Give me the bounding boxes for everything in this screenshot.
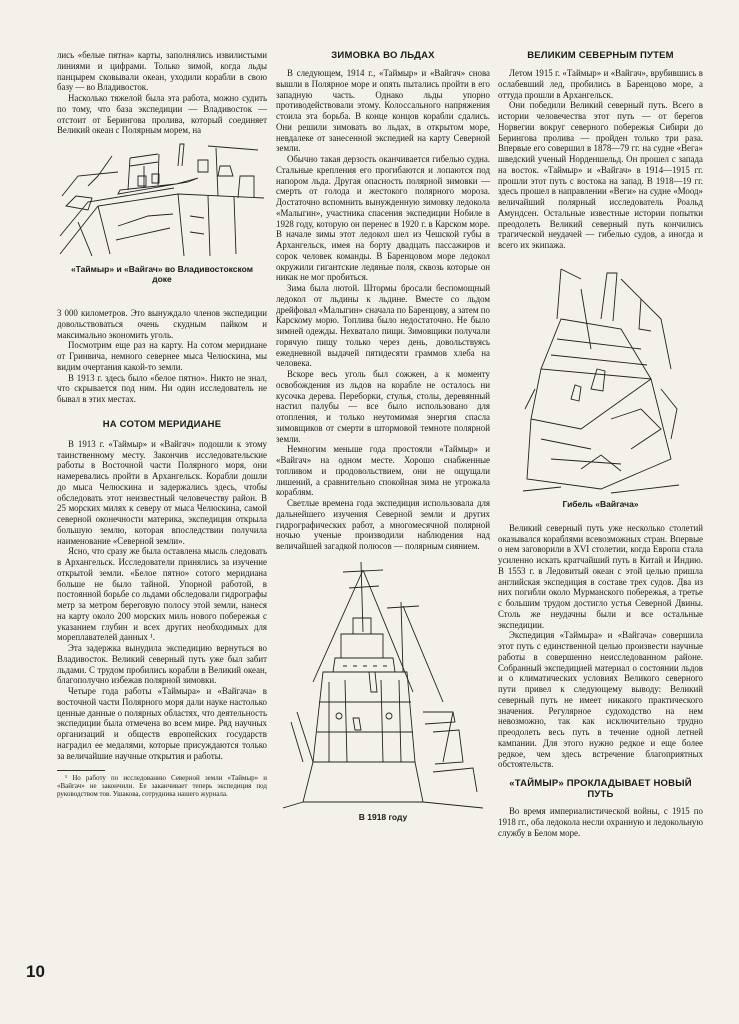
paragraph: Немногим меньше года простояли «Таймыр» и «Вайгач» на одном месте. Хорошо снабженные топливом и продовольствием, они не ощущали лишений, а сравнительно спокойная зима не угрожала кораблям. (276, 444, 490, 498)
paragraph: Насколько тяжелой была эта работа, можно судить по тому, что база экспедиции — Владивосток — отстоит от Берингова пролива, который соединяет Великий океан с Полярным морем, на (57, 93, 267, 136)
paragraph: Экспедиция «Таймыра» и «Вайгача» совершила этот путь с единственной целью произвести научные работы в совершенно неисследованном районе. Собранный экспедицией материал о состоянии льдов и о климатических условиях Великого северного пути привел к следующему выводу: Великий северный путь не имеет никакого практического значения. Регулярное судоходство на нем невозможно, так как исключительно трудно преодолеть весь путь в течение одной летней кампании. Для этого нужно редкое и еще более редкое, чем здесь встречение благоприятных обстоятельств. (498, 630, 703, 770)
figure-caption: В 1918 году (358, 811, 408, 822)
vaygach-wreck-illustration (521, 259, 681, 497)
paragraph: Они победили Великий северный путь. Всего в истории человечества этот путь — от берегов Норвегии вокруг северного побережья Сибири до Берингова пролива — пройден только три раза. Впервые его совершил в 1878—79 гг. на судне «Вега» шведский ученый Норденшельд. Он прошел с запада на восток. «Таймыр» и «Вайгач» в 1914—1915 гг. прошли этот путь с востока на запад. В 1918—19 гг. здесь прошел в направлении «Веги» на судне «Моод» величайший полярный исследователь Роальд Амундсен. Остальные известные истории попытки преодолеть Великий северный путь кончились трагической неудачей — гибелью судов, а иногда и всего их экипажа. (498, 100, 703, 250)
column-2 (276, 50, 490, 822)
footnote: ¹ Но работу по исследованию Северной земли «Таймыр» и «Вайгач» не закончили. Ее заканчивает теперь экспедиция под руководством тов. Ушакова, сотрудника нашего журнала. (57, 774, 267, 799)
paragraph: Великий северный путь уже несколько столетий оказывался кораблями всевозможных стран. Впервые о нем заговорили в XVI столетии, когда Европа стала усиленно искать кратчайший путь в Китай и Индию. В 1553 г. в Ледовитый океан с этой целью пришла английская экспедиция в составе трех судов. Два из них погибли около Мурманского побережья, а третье с большим трудом достигло устья Северной Двины. Столь же неудачны были и все остальные экспедиции. (498, 522, 703, 630)
ship-1918-illustration (283, 562, 483, 810)
paragraph: В 1913 г. «Таймыр» и «Вайгач» подошли к этому таинственному месту. Закончив исследовательские работы в Восточной части Полярного моря, они намеревались пройти в Архангельск. Корабли дошли до мыса Челюскина и задержались здесь, чтобы обследовать этот неизвестный человечеству район. В 25 морских милях к северу от мыса Челюскина, самой северной оконечности материка, экспедиция открыла большую землю, которая впоследствии получила наименование «Северной земли». (57, 438, 267, 546)
figure-caption: Гибель «Вайгача» (562, 498, 639, 509)
figure-caption: «Таймыр» и «Вайгач» во Владивостокском доке (70, 264, 254, 284)
paragraph: лись «белые пятна» карты, заполнялись извилистыми линиями и цифрами. Только зимой, когда льды панцырем сковывали океан, уходили корабли в свою базу — во Владивосток. (57, 50, 267, 93)
paragraph: Летом 1915 г. «Таймыр» и «Вайгач», врубившись в ослабевший лед, пробились в Баренцово море, а оттуда прошли в Архангельск. (498, 68, 703, 100)
paragraph: В 1913 г. здесь было «белое пятно». Никто не знал, что скрывается под ним. Ни один исследователь не бывал в этих местах. (57, 372, 267, 404)
paragraph: Вскоре весь уголь был сожжен, а к моменту освобождения из льдов на корабле не осталось ни кусочка дерева. Переборки, стулья, столы, деревянный настил палубы — все было использовано для отопления, и только неутомимая энергия спасла зимовщиков от смерти в штормовой темноте полярной земли. (276, 369, 490, 444)
paragraph: В следующем, 1914 г., «Таймыр» и «Вайгач» снова вышли в Полярное море и опять пытались пройти в его западную часть. Однако льды упорно противодействовали этому. Колоссального напряжения стоила эта борьба. В конце концов корабли сдались. Они решили зимовать во льдах, в открытом море, невдалеке от занесенной экспедией на карту Северной земли. (276, 68, 490, 154)
dock-illustration (58, 136, 266, 260)
paragraph: 3 000 километров. Это вынуждало членов экспедиции довольствоваться очень скудным пайком и максимально экономить уголь. (57, 308, 267, 340)
paragraph: Светлые времена года экспедиция использовала для дальнейшего изучения Северной земли и других гидрографических работ, а многомесячной полярной ночью ученые производили наблюдения над величайшей загадкой полюсов — полярным сиянием. (276, 498, 490, 551)
paragraph: Четыре года работы «Таймыра» и «Вайгача» в восточной части Полярного моря дали науке настолько ценные данные о полярных областях, что деятельность экспедиции была отмечена во всем мире. Ряд научных организаций и обществ европейских государств наградил ее медалями, которые присуждаются только за величайшие научные открытия и работы. (57, 686, 267, 761)
paragraph: Эта задержка вынудила экспедицию вернуться во Владивосток. Великий северный путь уже был забит льдами. С трудом пробились корабли в Великий океан, благополучно избежав полярной зимовки. (57, 643, 267, 686)
section-heading: ЗИМОВКА ВО ЛЬДАХ (331, 50, 435, 61)
paragraph: Зима была лютой. Штормы бросали беспомощный ледокол от льдины к льдине. Вместе со льдом дрейфовал «Малыгин» сначала по Баренцову, а затем по Карскому морю. Топлива было недостаточно. Не было зимней одежды. Нехватало пищи. Зимовщики получали горячую пищу только через день, довольствуясь ежедневной выдачей пятидесяти граммов хлеба на человека. (276, 283, 490, 369)
column-3 (498, 50, 703, 838)
paragraph: Во время империалистической войны, с 1915 по 1918 гг., оба ледокола несли охранную и ледокольную службу в Белом море. (498, 806, 703, 838)
section-heading: НА СОТОМ МЕРИДИАНЕ (102, 418, 222, 430)
page-number: 10 (26, 962, 45, 981)
column-1 (57, 50, 267, 798)
paragraph: Посмотрим еще раз на карту. На сотом меридиане от Гринвича, немного севернее мыса Челюскина, мы видим очертания какой-то земли. (57, 340, 267, 372)
footnote-rule (57, 770, 105, 771)
paragraph: Обычно такая дерзость оканчивается гибелью судна. Стальные крепления его прогибаются и лопаются под напором льда. Другая опасность полярной зимовки — смерть от голода и жестокого полярного мороза. Достаточно вспомнить вынужденную зимовку ледокола «Малыгин», участника спасения экспедиции Нобиле в 1928 году, которую он перенес в 1920 г. в Карском море. В начале зимы этот ледокол шел из Чешской губы в Архангельск, имея на борту двадцать пассажиров и сорок человек команды. В Баренцовом море ледокол окружили гигантские ледяные поля, сквозь которые он никак не мог пробиться. (276, 154, 490, 283)
section-heading: ВЕЛИКИМ СЕВЕРНЫМ ПУТЕМ (527, 50, 674, 61)
paragraph: Ясно, что сразу же была оставлена мысль следовать в Архангельск. Исследователи принялись за изучение открытой земли. «Белое пятно» сотого меридиана больше не было тайной. Упорной работой, в постоянной борьбе со льдами обследовали гидрографы метр за метром береговую полосу этой земли, нанеся на карту около 200 морских миль нового побережья с указанием глубин и всех других необходимых для мореплавателей данных ¹. (57, 546, 267, 643)
section-heading: «ТАЙМЫР» ПРОКЛАДЫВАЕТ НОВЫЙ ПУТЬ (509, 778, 692, 800)
